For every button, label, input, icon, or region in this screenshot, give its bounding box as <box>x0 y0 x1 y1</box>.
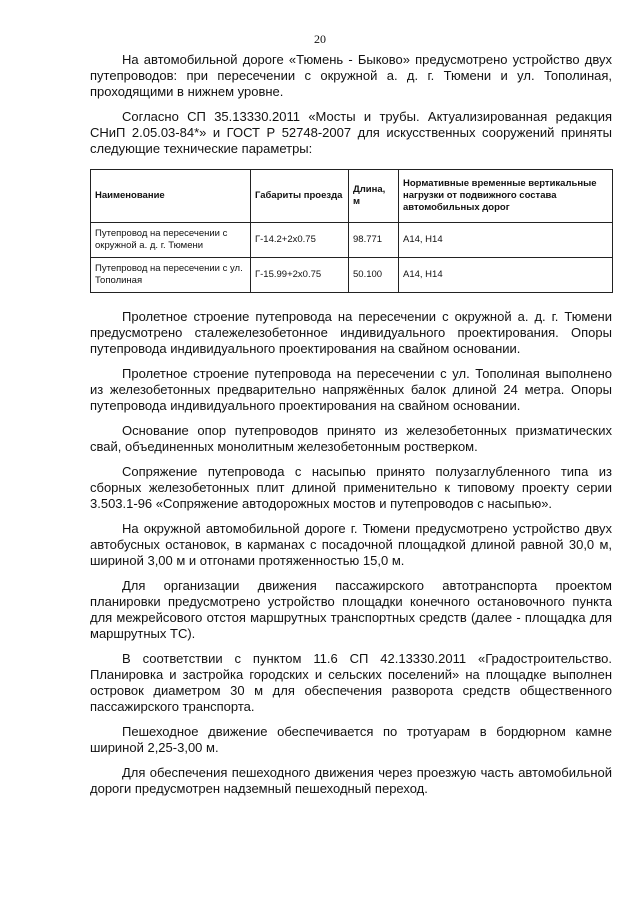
table-cell: А14, Н14 <box>399 258 613 293</box>
column-header-clearance: Габариты проезда <box>251 170 349 223</box>
table-cell: А14, Н14 <box>399 223 613 258</box>
table-cell: Г-15.99+2x0.75 <box>251 258 349 293</box>
document-body <box>90 52 612 797</box>
table-cell: Путепровод на пересечении с окружной а. д. г. Тюмени <box>91 223 251 258</box>
paragraph: На окружной автомобильной дороге г. Тюмени предусмотрено устройство двух автобусных остановок, в карманах с посадочной площадкой длиной равной 30,0 м, шириной 3,00 м и отгонами протяженностью 15,0 м. <box>90 521 612 568</box>
table-header-row <box>91 170 613 223</box>
table-row <box>91 258 613 293</box>
table-cell: Путепровод на пересечении с ул. Тополиная <box>91 258 251 293</box>
paragraph: Сопряжение путепровода с насыпью принято полузаглубленного типа из сборных железобетонных плит длиной применительно к типовому проекту серии 3.503.1-96 «Сопряжение автодорожных мостов и путепроводов с насыпью». <box>90 464 612 511</box>
column-header-name: Наименование <box>91 170 251 223</box>
paragraph: Для организации движения пассажирского автотранспорта проектом планировки предусмотрено устройство площадки конечного остановочного пункта для межрейсового отстоя маршрутных транспортных средств (далее - площадка для маршрутных ТС). <box>90 578 612 641</box>
column-header-length: Длина, м <box>349 170 399 223</box>
paragraph: Согласно СП 35.13330.2011 «Мосты и трубы. Актуализированная редакция СНиП 2.05.03-84*» и ГОСТ Р 52748-2007 для искусственных сооружений приняты следующие технические параметры: <box>90 109 612 156</box>
table-cell: 98.771 <box>349 223 399 258</box>
paragraph: Основание опор путепроводов принято из железобетонных призматических свай, объединенных монолитным железобетонным ростверком. <box>90 423 612 454</box>
table-cell: 50.100 <box>349 258 399 293</box>
paragraph: Пролетное строение путепровода на пересечении с окружной а. д. г. Тюмени предусмотрено сталежелезобетонное индивидуального проектирования. Опоры путепровода индивидуального проектирования на свайном основании. <box>90 309 612 356</box>
paragraph: На автомобильной дороге «Тюмень - Быково» предусмотрено устройство двух путепроводов: при пересечении с окружной а. д. г. Тюмени и ул. Тополиная, проходящими в нижнем уровне. <box>90 52 612 99</box>
paragraph: Для обеспечения пешеходного движения через проезжую часть автомобильной дороги предусмотрен надземный пешеходный переход. <box>90 765 612 796</box>
parameters-table <box>90 169 613 293</box>
table-row <box>91 223 613 258</box>
page-number: 20 <box>314 32 326 46</box>
column-header-loads: Нормативные временные вертикальные нагрузки от подвижного состава автомобильных дорог <box>399 170 613 223</box>
paragraph: В соответствии с пунктом 11.6 СП 42.13330.2011 «Градостроительство. Планировка и застройка городских и сельских поселений» на площадке выполнен островок диаметром 30 м для обеспечения разворота средств общественного пассажирского транспорта. <box>90 651 612 714</box>
paragraph: Пешеходное движение обеспечивается по тротуарам в бордюрном камне шириной 2,25-3,00 м. <box>90 724 612 755</box>
paragraph: Пролетное строение путепровода на пересечении с ул. Тополиная выполнено из железобетонных предварительно напряжённых балок длиной 24 метра. Опоры путепровода индивидуального проектирования на свайном основании. <box>90 366 612 413</box>
table-cell: Г-14.2+2x0.75 <box>251 223 349 258</box>
